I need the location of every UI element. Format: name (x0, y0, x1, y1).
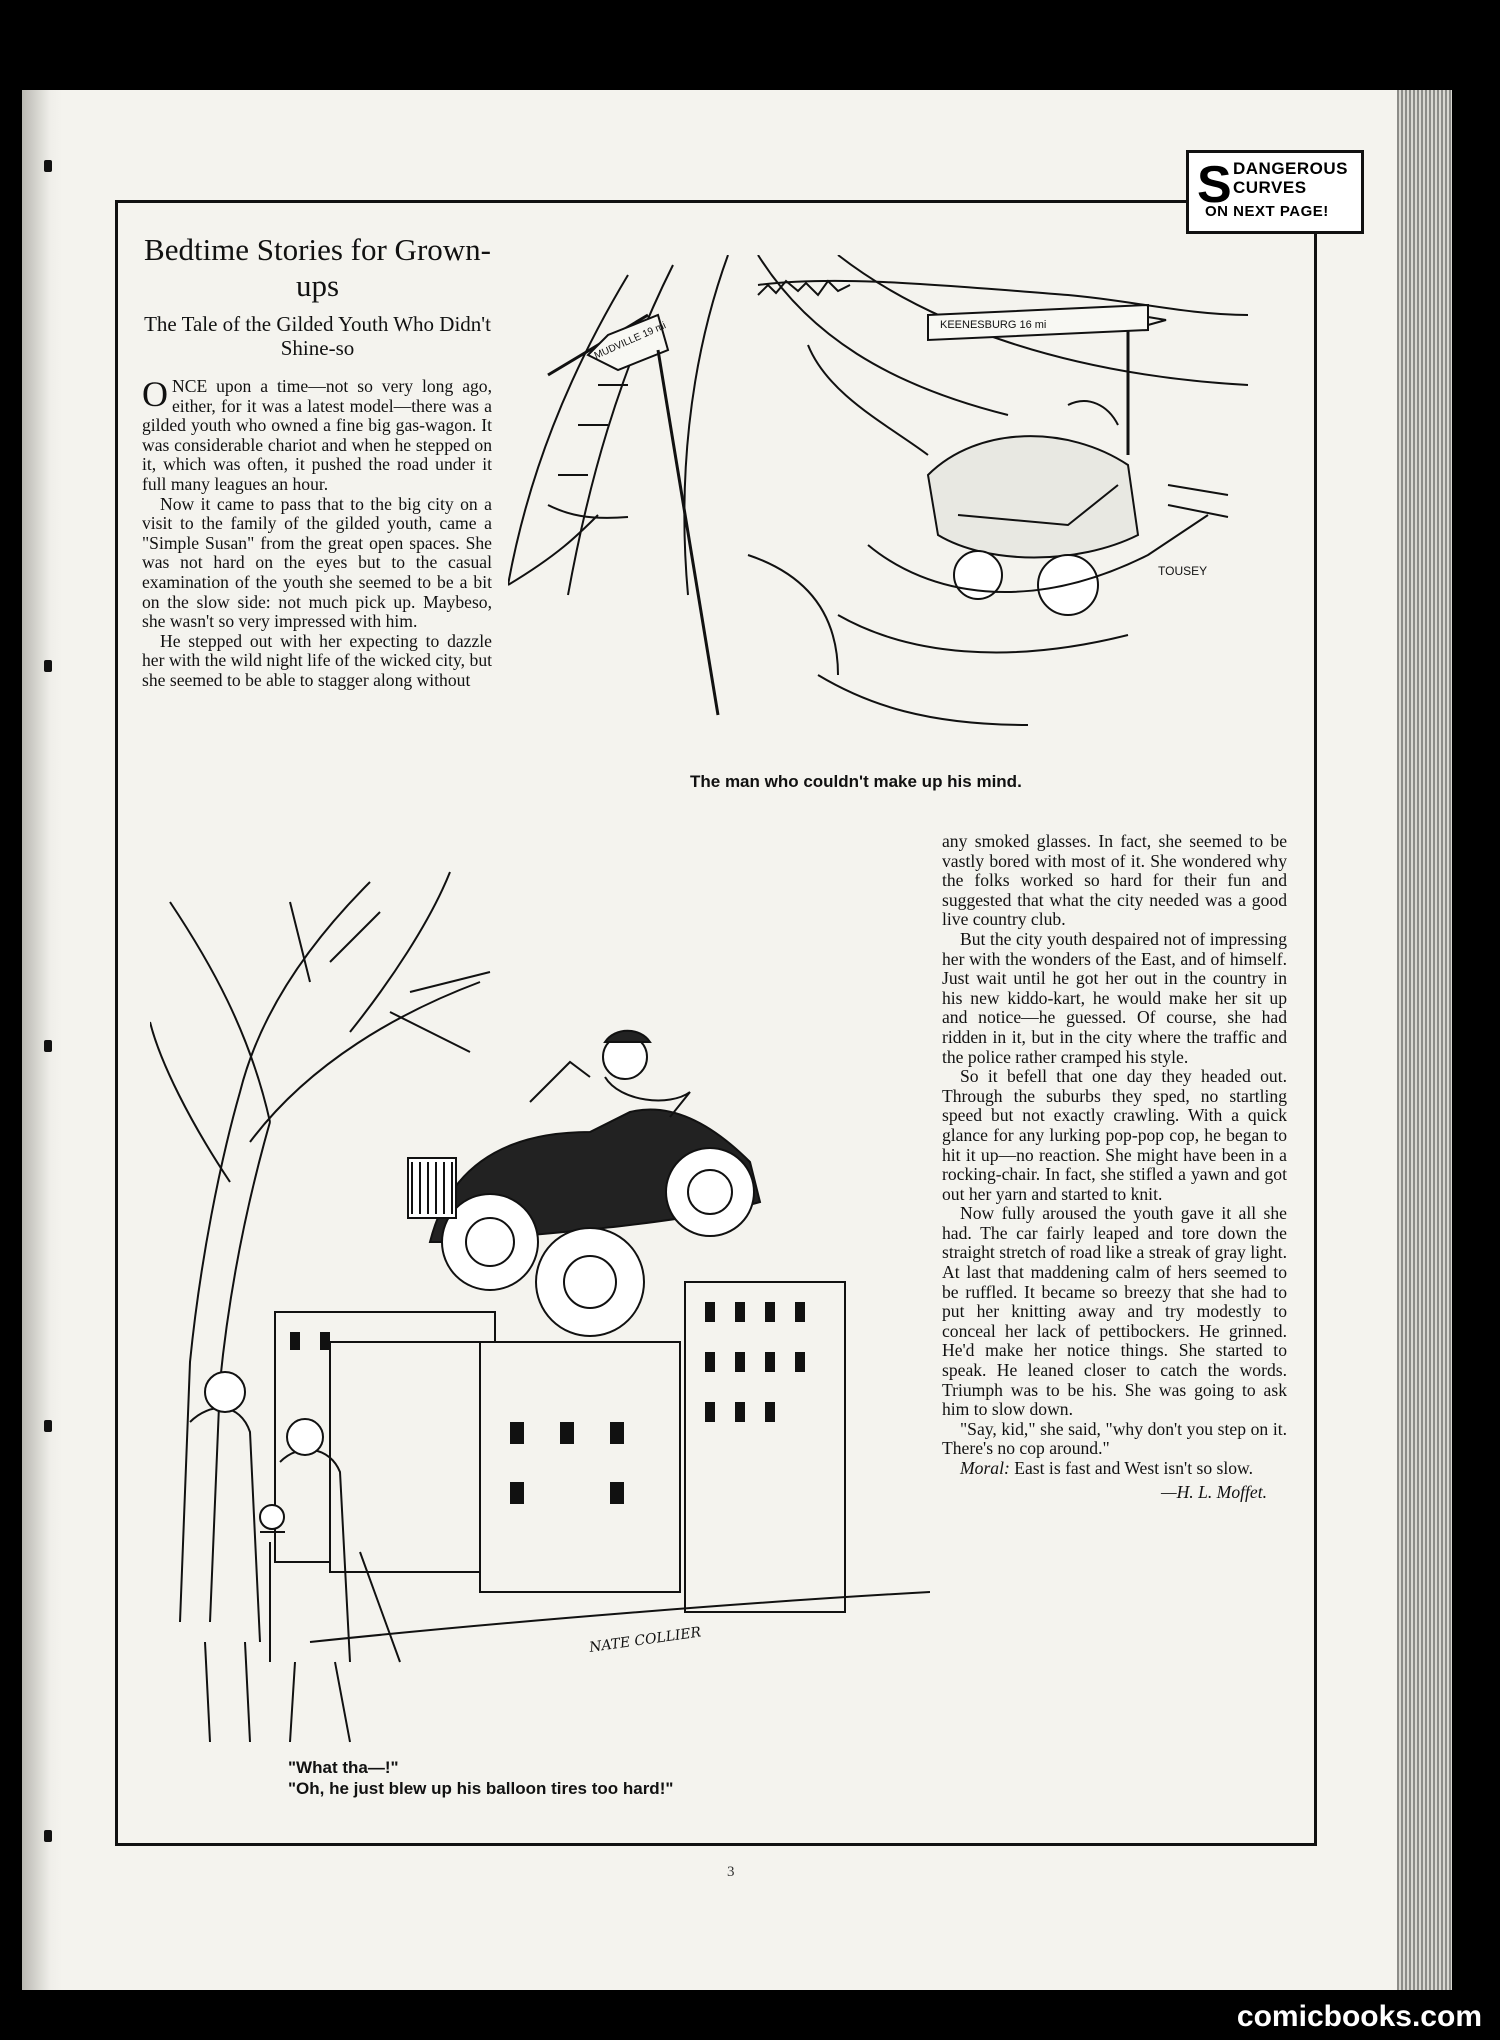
top-cartoon-caption: The man who couldn't make up his mind. (690, 772, 1022, 791)
page-number: 3 (727, 1864, 735, 1880)
binding-hole (44, 1420, 52, 1432)
column-left (142, 374, 492, 691)
article-title: Bedtime Stories for Grown-ups (144, 232, 491, 303)
article-subtitle: The Tale of the Gilded Youth Who Didn't Shine-so (144, 312, 491, 360)
paragraph-text: upon a time—not so very long ago, either, for it was a latest model—there was a gilded youth who owned a fine big gas-wagon. It was considerable chariot and when he stepped on it, which was often, it pushed the road under it full many leagues an hour. (142, 376, 492, 494)
byline: —H. L. Moffet. (1160, 1481, 1267, 1502)
badge-line-3: ON NEXT PAGE! (1205, 203, 1329, 220)
bottom-caption-line-2: "Oh, he just blew up his balloon tires too hard!" (288, 1779, 674, 1798)
road-sign-right: KEENESBURG 16 mi (940, 319, 1047, 331)
paragraph: But the city youth despaired not of impressing her with the wonders of the East, and of himself. Just wait until he got her out in the country in his new kiddo-kart, he would make her sit up and notice—he guessed. Of course, she had ridden in it, but in the city where the traffic and the police rather cramped his style. (942, 928, 1287, 1067)
badge-letter: S (1197, 156, 1232, 214)
moral-paragraph (942, 1459, 1287, 1479)
opening-word: NCE (172, 376, 208, 396)
drop-cap: O (142, 374, 168, 414)
article-heading (130, 232, 505, 360)
paragraph: Now fully aroused the youth gave it all she had. The car fairly leaped and tore down the straight stretch of road like a streak of gray light. At last that maddening calm of hers seemed to be ruffled. It became so breezy that she had to put her knitting away and try modestly to conceal her lack of pettibockers. He grinned. He'd make her notice things. She started to speak. He leaned closer to catch the words. Triumph was to be his. She was going to ask him to slow down. (942, 1203, 1287, 1420)
binding-hole (44, 660, 52, 672)
badge-line-2: CURVES (1233, 178, 1307, 197)
moral-text: East is fast and West isn't so slow. (1009, 1458, 1254, 1478)
cartoon-signature: NATE COLLIER (588, 1624, 703, 1656)
paragraph: any smoked glasses. In fact, she seemed to be vastly bored with most of it. She wondered why the folks worked so hard for their fun and suggested that what the city needed was a good live country club. (942, 831, 1287, 930)
crash-cartoon (508, 255, 1253, 775)
binding-hole (44, 1040, 52, 1052)
badge-line-1: DANGEROUS (1233, 159, 1349, 178)
binding-hole (44, 1830, 52, 1842)
flying-car-cartoon (150, 862, 930, 1762)
dangerous-curves-badge (1186, 150, 1364, 234)
road-sign-left: MUDVILLE 19 mi (592, 320, 668, 362)
bottom-caption-line-1: "What tha—!" (288, 1758, 399, 1777)
site-watermark: comicbooks.com (1236, 2000, 1482, 2033)
moral-label: Moral: (960, 1458, 1010, 1478)
binding-hole (44, 160, 52, 172)
paragraph: So it befell that one day they headed out. Through the suburbs they sped, no startling speed but not exactly crawling. With a quick glance for any lurking pop-pop cop, he began to hit it up—no reaction. She might have been in a rocking-chair. In fact, she stifled a yawn and got out her yarn and started to knit. (942, 1066, 1287, 1204)
cartoon-signature: TOUSEY (1158, 564, 1208, 578)
page-binding (22, 90, 62, 1990)
paragraph: Now it came to pass that to the big city on a visit to the family of the gilded youth, came a "Simple Susan" from the great open spaces. She was not hard on the eyes but to the casual examination of the youth she seemed to be a bit on the slow side: not much pick up. Maybeso, she wasn't so very impressed with him. (142, 493, 492, 632)
column-right (942, 832, 1287, 1502)
page-edges (1397, 90, 1452, 1990)
paragraph: "Say, kid," she said, "why don't you step on it. There's no cop around." (942, 1418, 1287, 1459)
paragraph (142, 374, 492, 495)
paragraph: He stepped out with her expecting to dazzle her with the wild night life of the wicked city, but she seemed to be able to stagger along without (142, 630, 492, 690)
